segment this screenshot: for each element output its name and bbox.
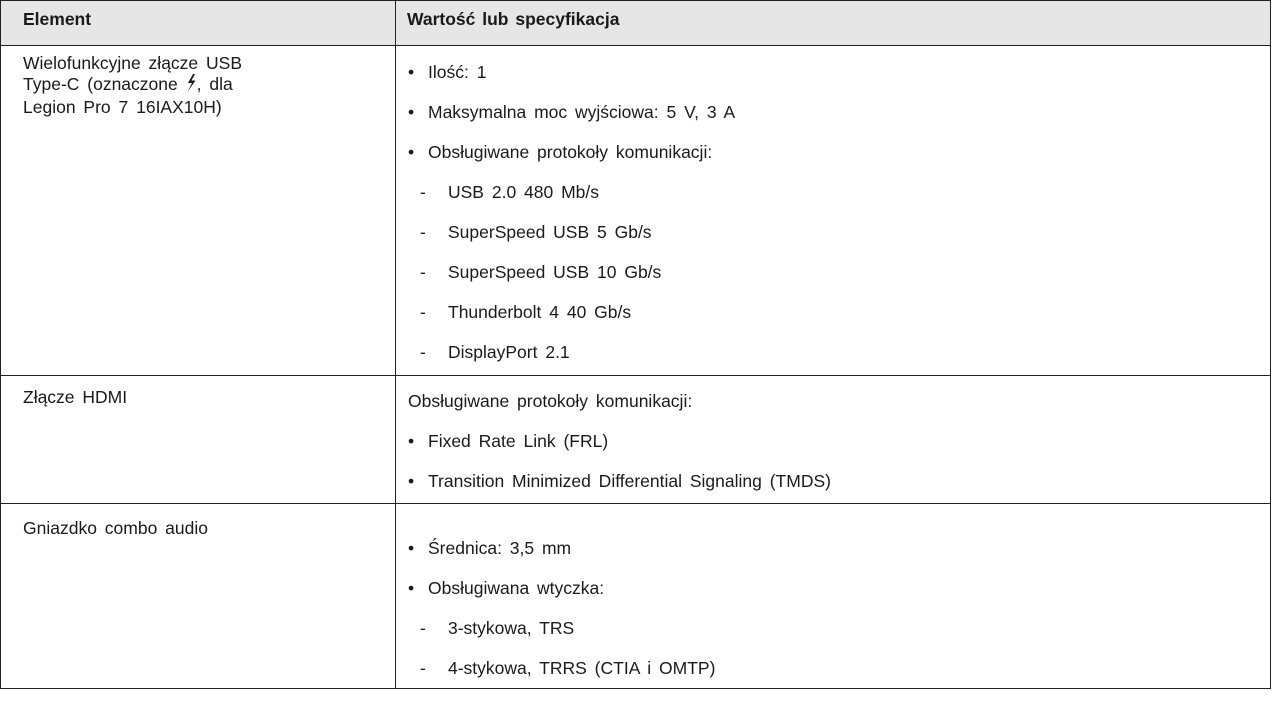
list-item-text: Ilość: 1: [428, 62, 487, 82]
dash-icon: -: [420, 262, 426, 282]
dash-icon: -: [420, 618, 426, 638]
header-value: Wartość lub specyfikacja: [396, 1, 1271, 46]
element-name-line: Wielofunkcyjne złącze USB: [23, 53, 242, 73]
sub-list-item: [408, 608, 1262, 648]
element-name-line: [23, 74, 387, 97]
cell-value-audio: [396, 504, 1271, 689]
list-intro: Obsługiwane protokoły komunikacji:: [408, 391, 693, 411]
table-row-audio: [1, 504, 1271, 689]
list-item: [408, 92, 1262, 132]
sub-list-item-text: USB 2.0 480 Mb/s: [448, 182, 600, 202]
dash-icon: -: [420, 182, 426, 202]
sub-list-item-text: SuperSpeed USB 5 Gb/s: [448, 222, 652, 242]
cell-element-hdmi: Złącze HDMI: [1, 376, 396, 504]
bullet-icon: •: [408, 471, 415, 491]
cell-value-usb-c: [396, 46, 1271, 376]
dash-icon: -: [420, 342, 426, 362]
list-item: [408, 52, 1262, 92]
sub-list-item: [408, 212, 1262, 252]
list-item-text: Transition Minimized Differential Signaling (TMDS): [428, 471, 831, 491]
sub-list-item-text: DisplayPort 2.1: [448, 342, 570, 362]
list-item: [408, 461, 1262, 501]
sub-list-item: [408, 252, 1262, 292]
bullet-icon: •: [408, 578, 415, 598]
list-item: [408, 132, 1262, 172]
dash-icon: -: [420, 222, 426, 242]
bullet-icon: •: [408, 538, 415, 558]
bullet-icon: •: [408, 142, 415, 162]
sub-list-item-text: 3-stykowa, TRS: [448, 618, 575, 638]
header-row: [1, 1, 1271, 46]
header-element: Element: [1, 1, 396, 46]
list-item: [408, 421, 1262, 461]
list-item: [408, 528, 1262, 568]
cell-element-audio: Gniazdko combo audio: [1, 504, 396, 689]
sub-list-item: [408, 292, 1262, 332]
list-item-text: Obsługiwana wtyczka:: [428, 578, 605, 598]
lightning-bolt-icon: [186, 74, 197, 97]
sub-list-item: [408, 648, 1262, 688]
element-name-text: , dla: [196, 74, 233, 94]
list-item: [408, 568, 1262, 608]
sub-list-item-text: SuperSpeed USB 10 Gb/s: [448, 262, 662, 282]
cell-value-hdmi: [396, 376, 1271, 504]
element-name-text: Type-C (oznaczone: [23, 74, 186, 94]
list-item-text: Maksymalna moc wyjściowa: 5 V, 3 A: [428, 102, 736, 122]
bullet-icon: •: [408, 62, 415, 82]
table-row-usb-c: [1, 46, 1271, 376]
cell-element-usb-c: [1, 46, 396, 376]
sub-list-item: [408, 172, 1262, 212]
list-item-text: Obsługiwane protokoły komunikacji:: [428, 142, 713, 162]
sub-list-item-text: 4-stykowa, TRRS (CTIA i OMTP): [448, 658, 716, 678]
list-item-text: Fixed Rate Link (FRL): [428, 431, 609, 451]
list-item-text: Średnica: 3,5 mm: [428, 538, 572, 558]
element-name-line: Legion Pro 7 16IAX10H): [23, 97, 222, 117]
bullet-icon: •: [408, 102, 415, 122]
sub-list-item-text: Thunderbolt 4 40 Gb/s: [448, 302, 632, 322]
dash-icon: -: [420, 658, 426, 678]
sub-list-item: [408, 332, 1262, 372]
dash-icon: -: [420, 302, 426, 322]
table-row-hdmi: [1, 376, 1271, 504]
bullet-icon: •: [408, 431, 415, 451]
